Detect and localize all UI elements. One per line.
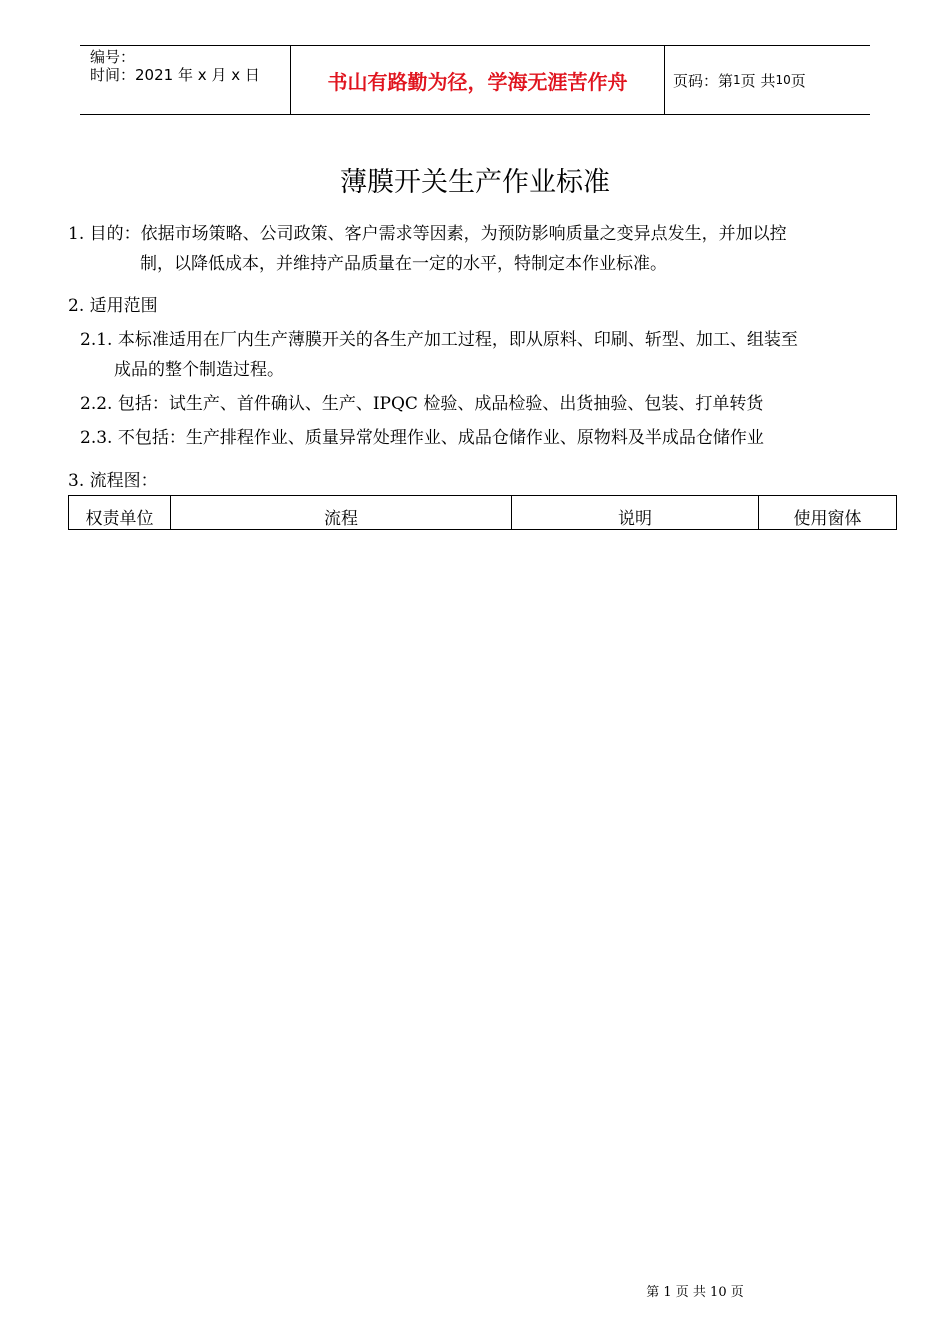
time-line [90, 66, 290, 84]
section2-item1-line2: 成品的整个制造过程。 [114, 360, 284, 380]
month: x [197, 66, 207, 84]
page-prefix: 第 [718, 71, 734, 90]
flowchart-table [68, 495, 897, 530]
section2-heading: 2. 适用范围 [68, 296, 158, 316]
year: 2021 [135, 66, 174, 84]
section1-line1: 1. 目的：依据市场策略、公司政策、客户需求等因素，为预防影响质量之变异点发生，并加以控 [68, 224, 787, 244]
section2-item1-line1: 2.1. 本标准适用在厂内生产薄膜开关的各生产加工过程，即从原料、印刷、斩型、加工、组装至 [80, 330, 798, 350]
header-motto: 书山有路勤为径，学海无涯苦作舟 [290, 46, 665, 114]
column-header-forms: 使用窗体 [759, 496, 897, 530]
page-number: 1 [733, 73, 741, 87]
month-unit: 月 [211, 66, 227, 84]
page-label: 页码： [673, 71, 719, 90]
header-meta [80, 46, 290, 114]
day: x [231, 66, 241, 84]
page-footer: 第 1 页 共 10 页 [646, 1285, 744, 1300]
section3-heading: 3. 流程图： [68, 471, 158, 491]
page-mid: 页 共 [740, 71, 776, 90]
day-unit: 日 [244, 66, 260, 84]
column-header-process: 流程 [171, 496, 512, 530]
table-header-row [69, 496, 897, 530]
section2-item3: 2.3. 不包括：生产排程作业、质量异常处理作业、成品仓储作业、原物料及半成品仓储作业 [80, 428, 764, 448]
document-title: 薄膜开关生产作业标准 [340, 167, 610, 198]
year-unit: 年 [177, 66, 193, 84]
number-label: 编号： [90, 48, 136, 66]
column-header-description: 说明 [512, 496, 759, 530]
document-header [80, 45, 870, 115]
page-total: 10 [775, 73, 791, 87]
section1-line2: 制，以降低成本，并维持产品质量在一定的水平，特制定本作业标准。 [140, 254, 667, 274]
column-header-responsible-unit: 权责单位 [69, 496, 171, 530]
section2-item2: 2.2. 包括：试生产、首件确认、生产、IPQC 检验、成品检验、出货抽验、包装、打单转货 [80, 394, 764, 414]
page-suffix: 页 [790, 71, 806, 90]
header-page-info [665, 46, 870, 114]
time-label: 时间： [90, 66, 136, 84]
